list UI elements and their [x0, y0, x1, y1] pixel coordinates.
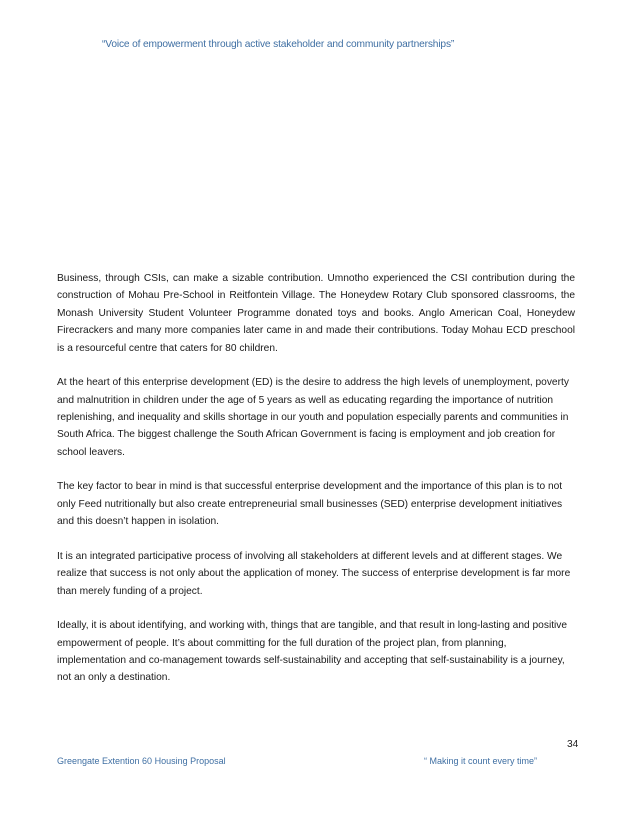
- paragraph-key-factor: The key factor to bear in mind is that successful enterprise development and the importance of this plan is to not only Feed nutritionally but also create entrepreneurial small businesses (SED) enterprise development initiatives and this doesn’t happen in isolation.: [57, 481, 563, 528]
- footer-document-title: Greengate Extention 60 Housing Proposal: [57, 756, 226, 766]
- paragraph-enterprise-development: At the heart of this enterprise development (ED) is the desire to address the high levels of unemployment, poverty and malnutrition in children under the age of 5 years as well as educating regarding the importance of nutrition replenishing, and inequality and skills shortage in our youth and population especially parents and communities in South Africa. The biggest challenge the South African Government is facing is employment and job creation for school leavers.: [57, 377, 569, 458]
- paragraph-integrated-process: It is an integrated participative process of involving all stakeholders at different levels and at different stages. We realize that success is not only about the application of money. The success of enterprise development is far more than merely funding of a project.: [57, 550, 571, 597]
- footer-slogan: “ Making it count every time”: [424, 756, 538, 766]
- paragraph-empowerment: Ideally, it is about identifying, and working with, things that are tangible, and that result in long-lasting and positive empowerment of people. It’s about committing for the full duration of the project plan, from planning, implementation and co-management towards self-sustainability and accepting that self-sustainability is a journey, not an only a destination.: [57, 620, 568, 684]
- body-text: [57, 270, 575, 704]
- page-number: 34: [567, 739, 579, 750]
- header-tagline: “Voice of empowerment through active stakeholder and community partnerships”: [102, 39, 455, 50]
- paragraph-csi-contribution: Business, through CSIs, can make a sizable contribution. Umnotho experienced the CSI contribution during the construction of Mohau Pre-School in Reitfontein Village. The Honeydew Rotary Club sponsored classrooms, the Monash University Student Volunteer Programme donated toys and books. Anglo American Coal, Honeydew Firecrackers and many more companies later came in and made their contributions. Today Mohau ECD preschool is a resourceful centre that caters for 80 children.: [57, 273, 575, 354]
